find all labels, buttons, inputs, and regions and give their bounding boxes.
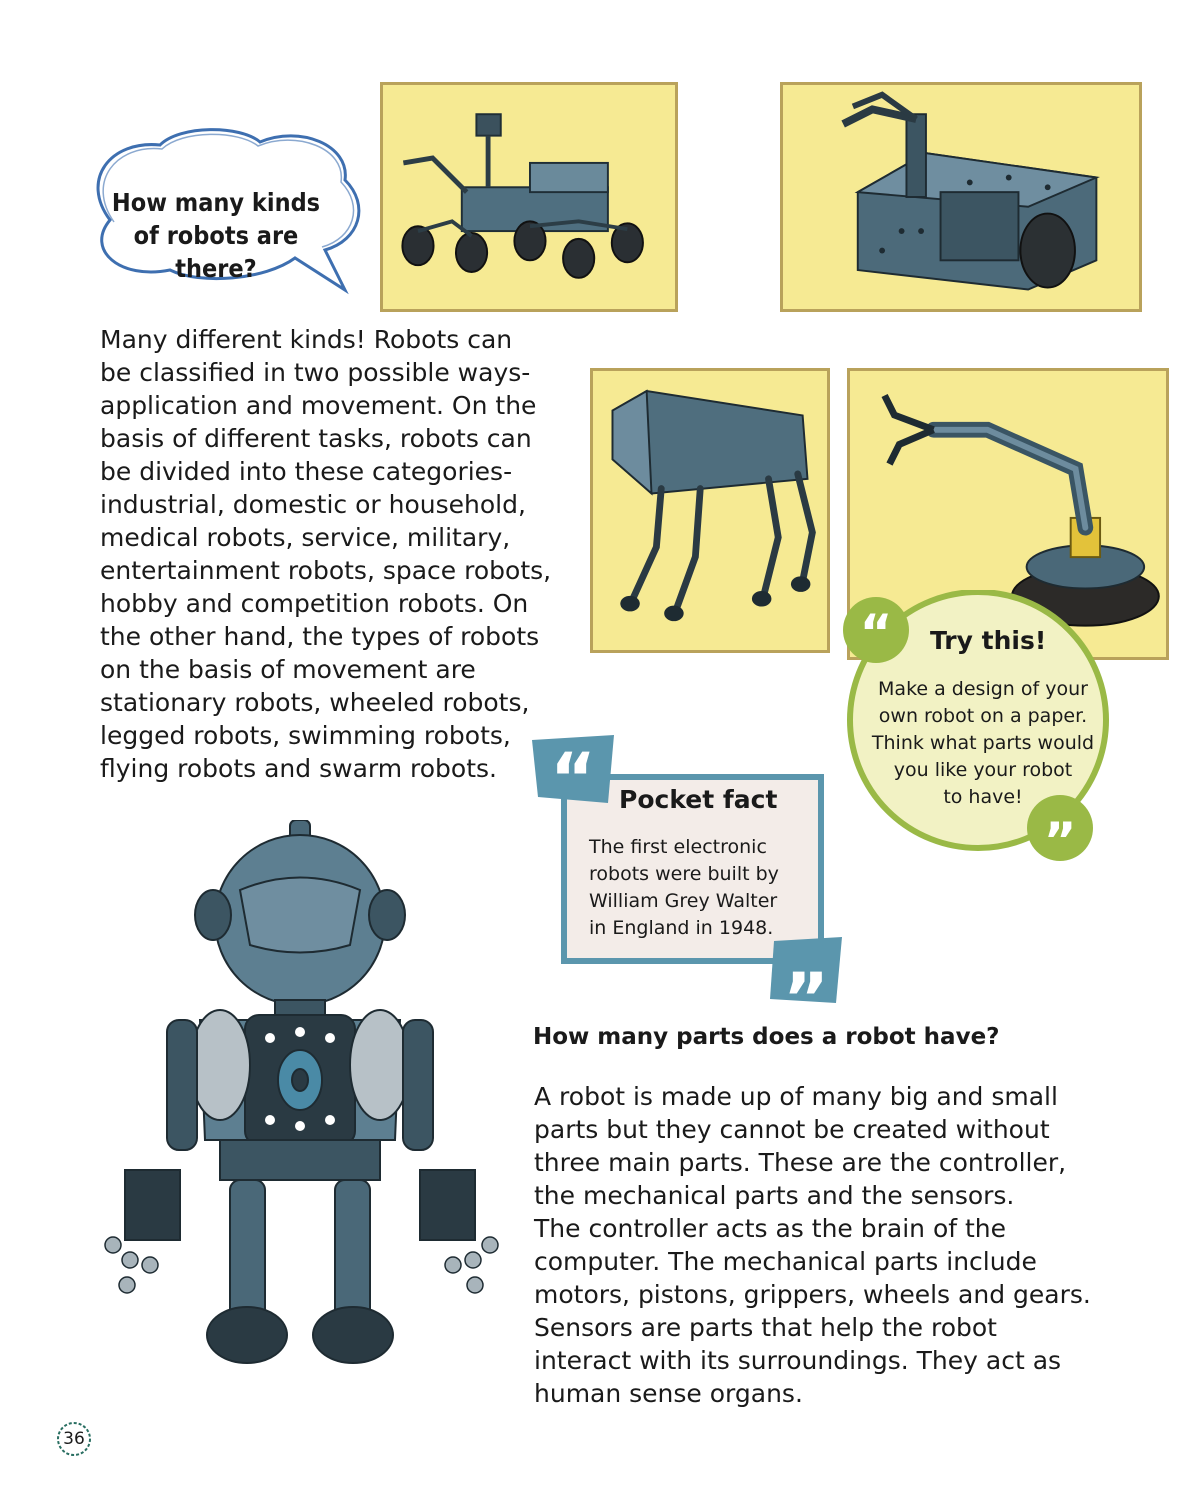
svg-text:“: “ [859, 604, 893, 662]
close-quote-icon [770, 937, 842, 1005]
bubble-question: How many kinds of robots are there? [111, 188, 321, 283]
tracked-robot-illustration [780, 82, 1142, 312]
open-quote-icon [532, 735, 614, 805]
parts-paragraph: A robot is made up of many big and small parts but they cannot be created without three main parts. These are the controller, the mechanical parts and the sensors. The controller acts as the brain of the computer. The mechanical parts include motors, pistons, grippers, wheels and gears. Sensors are parts that help the robot interact with its surroundings. They act as human sense organs. [534, 1082, 1091, 1408]
try-this-body: Make a design of your own robot on a paper. Think what parts would you like your robot to have! [871, 678, 1095, 808]
pocket-fact-body: The first electronic robots were built by William Grey Walter in England in 1948. [589, 836, 779, 939]
svg-text:“: “ [549, 738, 597, 805]
page-number: 36 [63, 1429, 85, 1449]
try-this-title: Try this! [930, 626, 1047, 655]
page-number-badge [55, 1420, 93, 1458]
robot-dog-illustration [590, 368, 830, 653]
svg-text:”: ” [1043, 812, 1077, 870]
pocket-fact-title: Pocket fact [619, 785, 778, 814]
rover-illustration [380, 82, 678, 312]
intro-paragraph: Many different kinds! Robots can be classified in two possible ways- application and movement. On the basis of different tasks, robots can be divided into these categories- industrial, domestic or household, medical robots, service, military, entertainment robots, space robots, hobby and competition robots. On the other hand, the types of robots on the basis of movement are stationary robots, wheeled robots, legged robots, swimming robots, flying robots and swarm robots. [100, 325, 552, 783]
parts-heading: How many parts does a robot have? [533, 1024, 1000, 1050]
svg-text:”: ” [782, 958, 830, 1005]
humanoid-robot-illustration [95, 820, 515, 1420]
